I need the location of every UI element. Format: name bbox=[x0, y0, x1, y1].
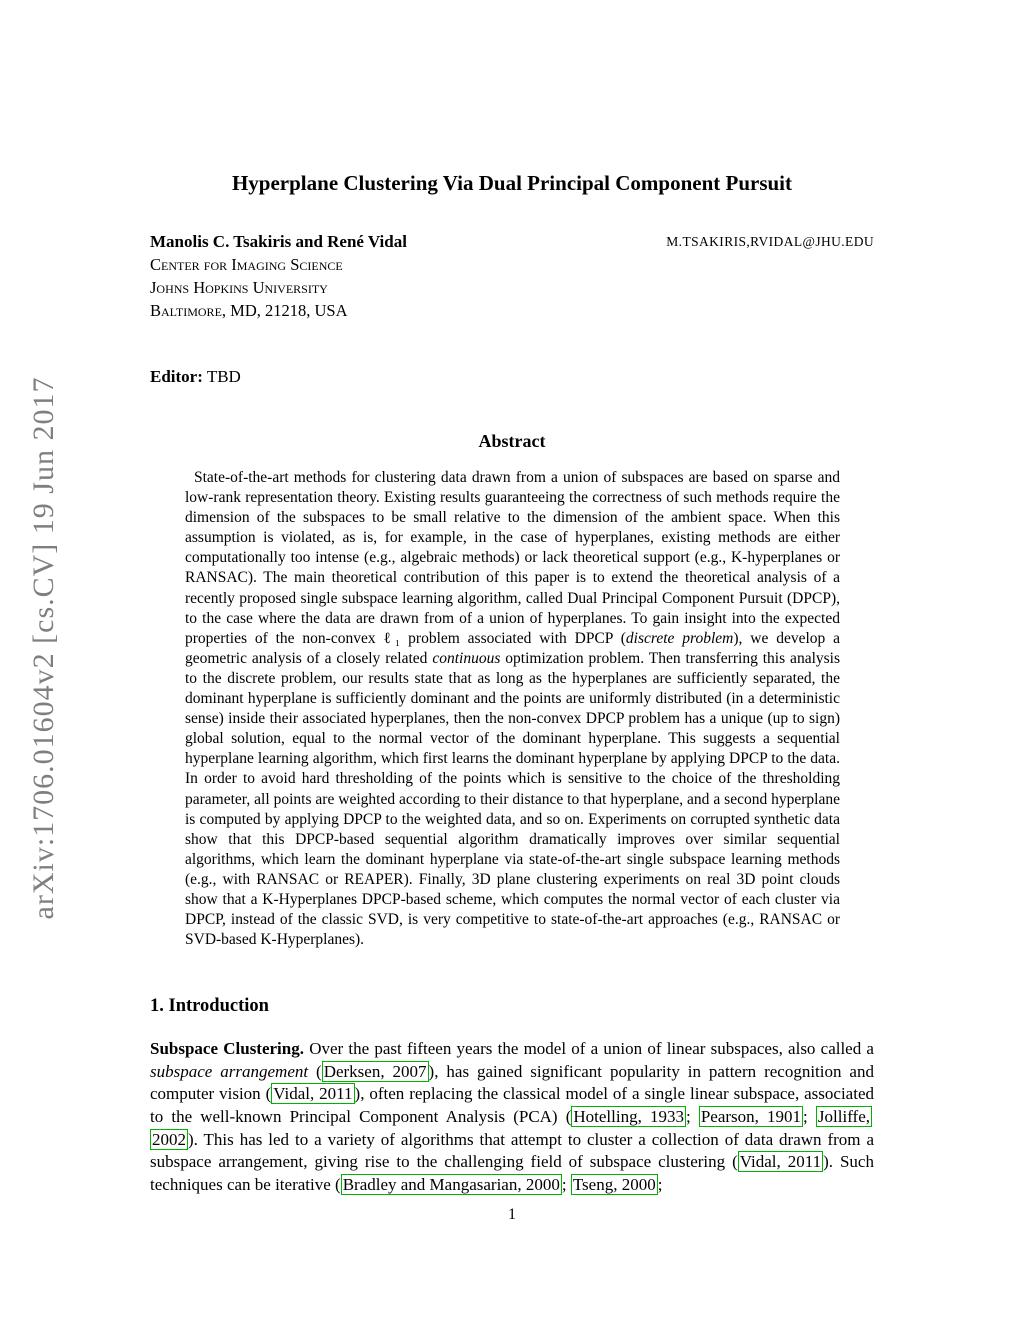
text-segment: ; bbox=[685, 1107, 699, 1127]
citation-link[interactable]: Vidal, 2011 bbox=[273, 1084, 353, 1104]
text-segment: State-of-the-art methods for clustering data drawn from a union of subspaces are based on sparse and low-rank representation theory. Existing results guaranteeing the correctness of such methods require the dimension of the subspaces to be small relative to the dimension of the ambient space. When this assumption is violated, as is, for example, in the case of hyperplanes, existing methods are either computationally too intense (e.g., algebraic methods) or lack theoretical support (e.g., K-hyperplanes or RANSAC). The main theoretical contribution of this paper is to extend the theoretical analysis of a recently proposed single subspace learning algorithm, called Dual Principal Component Pursuit (DPCP), to the case where the data are drawn from of a union of hyperplanes. To gain insight into the expected properties of the non-convex ℓ₁ problem associated with DPCP ( bbox=[185, 469, 840, 647]
paper-content bbox=[150, 0, 874, 1196]
text-segment: ), often replacing the classical model of a single linear subspace, associated to the well-known Principal Component Analysis (PCA) ( bbox=[150, 1084, 874, 1127]
text-segment: Subspace Clustering. bbox=[150, 1039, 304, 1059]
citation-link[interactable]: Vidal, 2011 bbox=[739, 1152, 822, 1172]
affiliation-line-1: Center for Imaging Science bbox=[150, 255, 343, 274]
text-segment: ( bbox=[308, 1061, 322, 1081]
abstract-paragraph bbox=[185, 468, 840, 950]
section-1-heading: 1. Introduction bbox=[150, 996, 269, 1017]
editor-value: TBD bbox=[202, 367, 241, 386]
text-segment: ), we develop a geometric analysis of a closely related bbox=[185, 629, 841, 667]
text-segment: ). This has led to a variety of algorithms that attempt to cluster a collection of data drawn from a subspace arrangement, giving rise to the challenging field of subspace clustering ( bbox=[150, 1129, 874, 1172]
editor-label: Editor: bbox=[150, 367, 203, 386]
text-segment: subspace arrangement bbox=[150, 1061, 309, 1081]
citation-link[interactable]: Derksen, 2007 bbox=[323, 1061, 427, 1081]
text-segment: optimization problem. Then transferring this analysis to the discrete problem, our results state that as long as the hyperplanes are sufficiently separated, the dominant hyperplane is sufficiently dominant and the points are uniformly distributed (in a deterministic sense) inside their associated hyperplanes, then the non-convex DPCP problem has a unique (up to sign) global solution, equal to the normal vector of the dominant hyperplane. This suggests a sequential hyperplane learning algorithm, which first learns the dominant hyperplane by applying DPCP to the data. In order to avoid hard thresholding of the points which is sensitive to the choice of the thresholding parameter, all points are weighted according to their distance to that hyperplane, and a second hyperplane is computed by applying DPCP to the weighted data, and so on. Experiments on corrupted synthetic data show that this DPCP-based sequential algorithm dramatically improves over similar sequential algorithms, which learn the dominant hyperplane via state-of-the-art single subspace learning methods (e.g., with RANSAC or REAPER). Finally, 3D plane clustering experiments on real 3D point clouds show that a K-Hyperplanes DPCP-based scheme, which computes the normal vector of each cluster via DPCP, instead of the classic SVD, is very competitive to state-of-the-art approaches (e.g., RANSAC or SVD-based K-Hyperplanes). bbox=[185, 649, 840, 949]
text-segment: discrete problem bbox=[625, 629, 734, 647]
text-segment: ), has gained significant popularity in pattern recognition and computer vision ( bbox=[150, 1061, 874, 1104]
citation-link[interactable]: Pearson, 1901 bbox=[700, 1107, 802, 1127]
text-segment: ). Such techniques can be iterative ( bbox=[150, 1152, 874, 1194]
citation-link[interactable]: Tseng, 2000 bbox=[572, 1174, 656, 1194]
author-block bbox=[150, 230, 874, 322]
page-number: 1 bbox=[508, 1206, 516, 1223]
abstract-heading: Abstract bbox=[478, 431, 546, 451]
citation-link[interactable]: Jolliffe, 2002 bbox=[152, 1107, 871, 1149]
citation-link[interactable]: Hotelling, 1933 bbox=[573, 1107, 684, 1127]
author-names: Manolis C. Tsakiris and René Vidal bbox=[150, 232, 407, 251]
paper-title: Hyperplane Clustering Via Dual Principal Component Pursuit bbox=[231, 171, 793, 195]
editor-line bbox=[150, 366, 874, 388]
author-email: M.TSAKIRIS,RVIDAL@JHU.EDU bbox=[666, 234, 874, 249]
affiliation-line-3: Baltimore, MD, 21218, USA bbox=[150, 301, 348, 320]
text-segment: continuous bbox=[432, 649, 501, 667]
text-segment: ; bbox=[561, 1174, 571, 1194]
text-segment: Over the past fifteen years the model of a union of linear subspaces, also called a bbox=[303, 1039, 874, 1059]
text-segment: ; bbox=[803, 1107, 816, 1127]
affiliation-line-2: Johns Hopkins University bbox=[150, 278, 328, 297]
arxiv-watermark: arXiv:1706.01604v2 [cs.CV] 19 Jun 2017 bbox=[27, 376, 60, 920]
introduction-paragraph bbox=[150, 1038, 874, 1196]
citation-link[interactable]: Bradley and Mangasarian, 2000 bbox=[342, 1174, 560, 1194]
author-affiliation-column bbox=[150, 230, 407, 322]
text-segment: ; bbox=[657, 1174, 663, 1194]
